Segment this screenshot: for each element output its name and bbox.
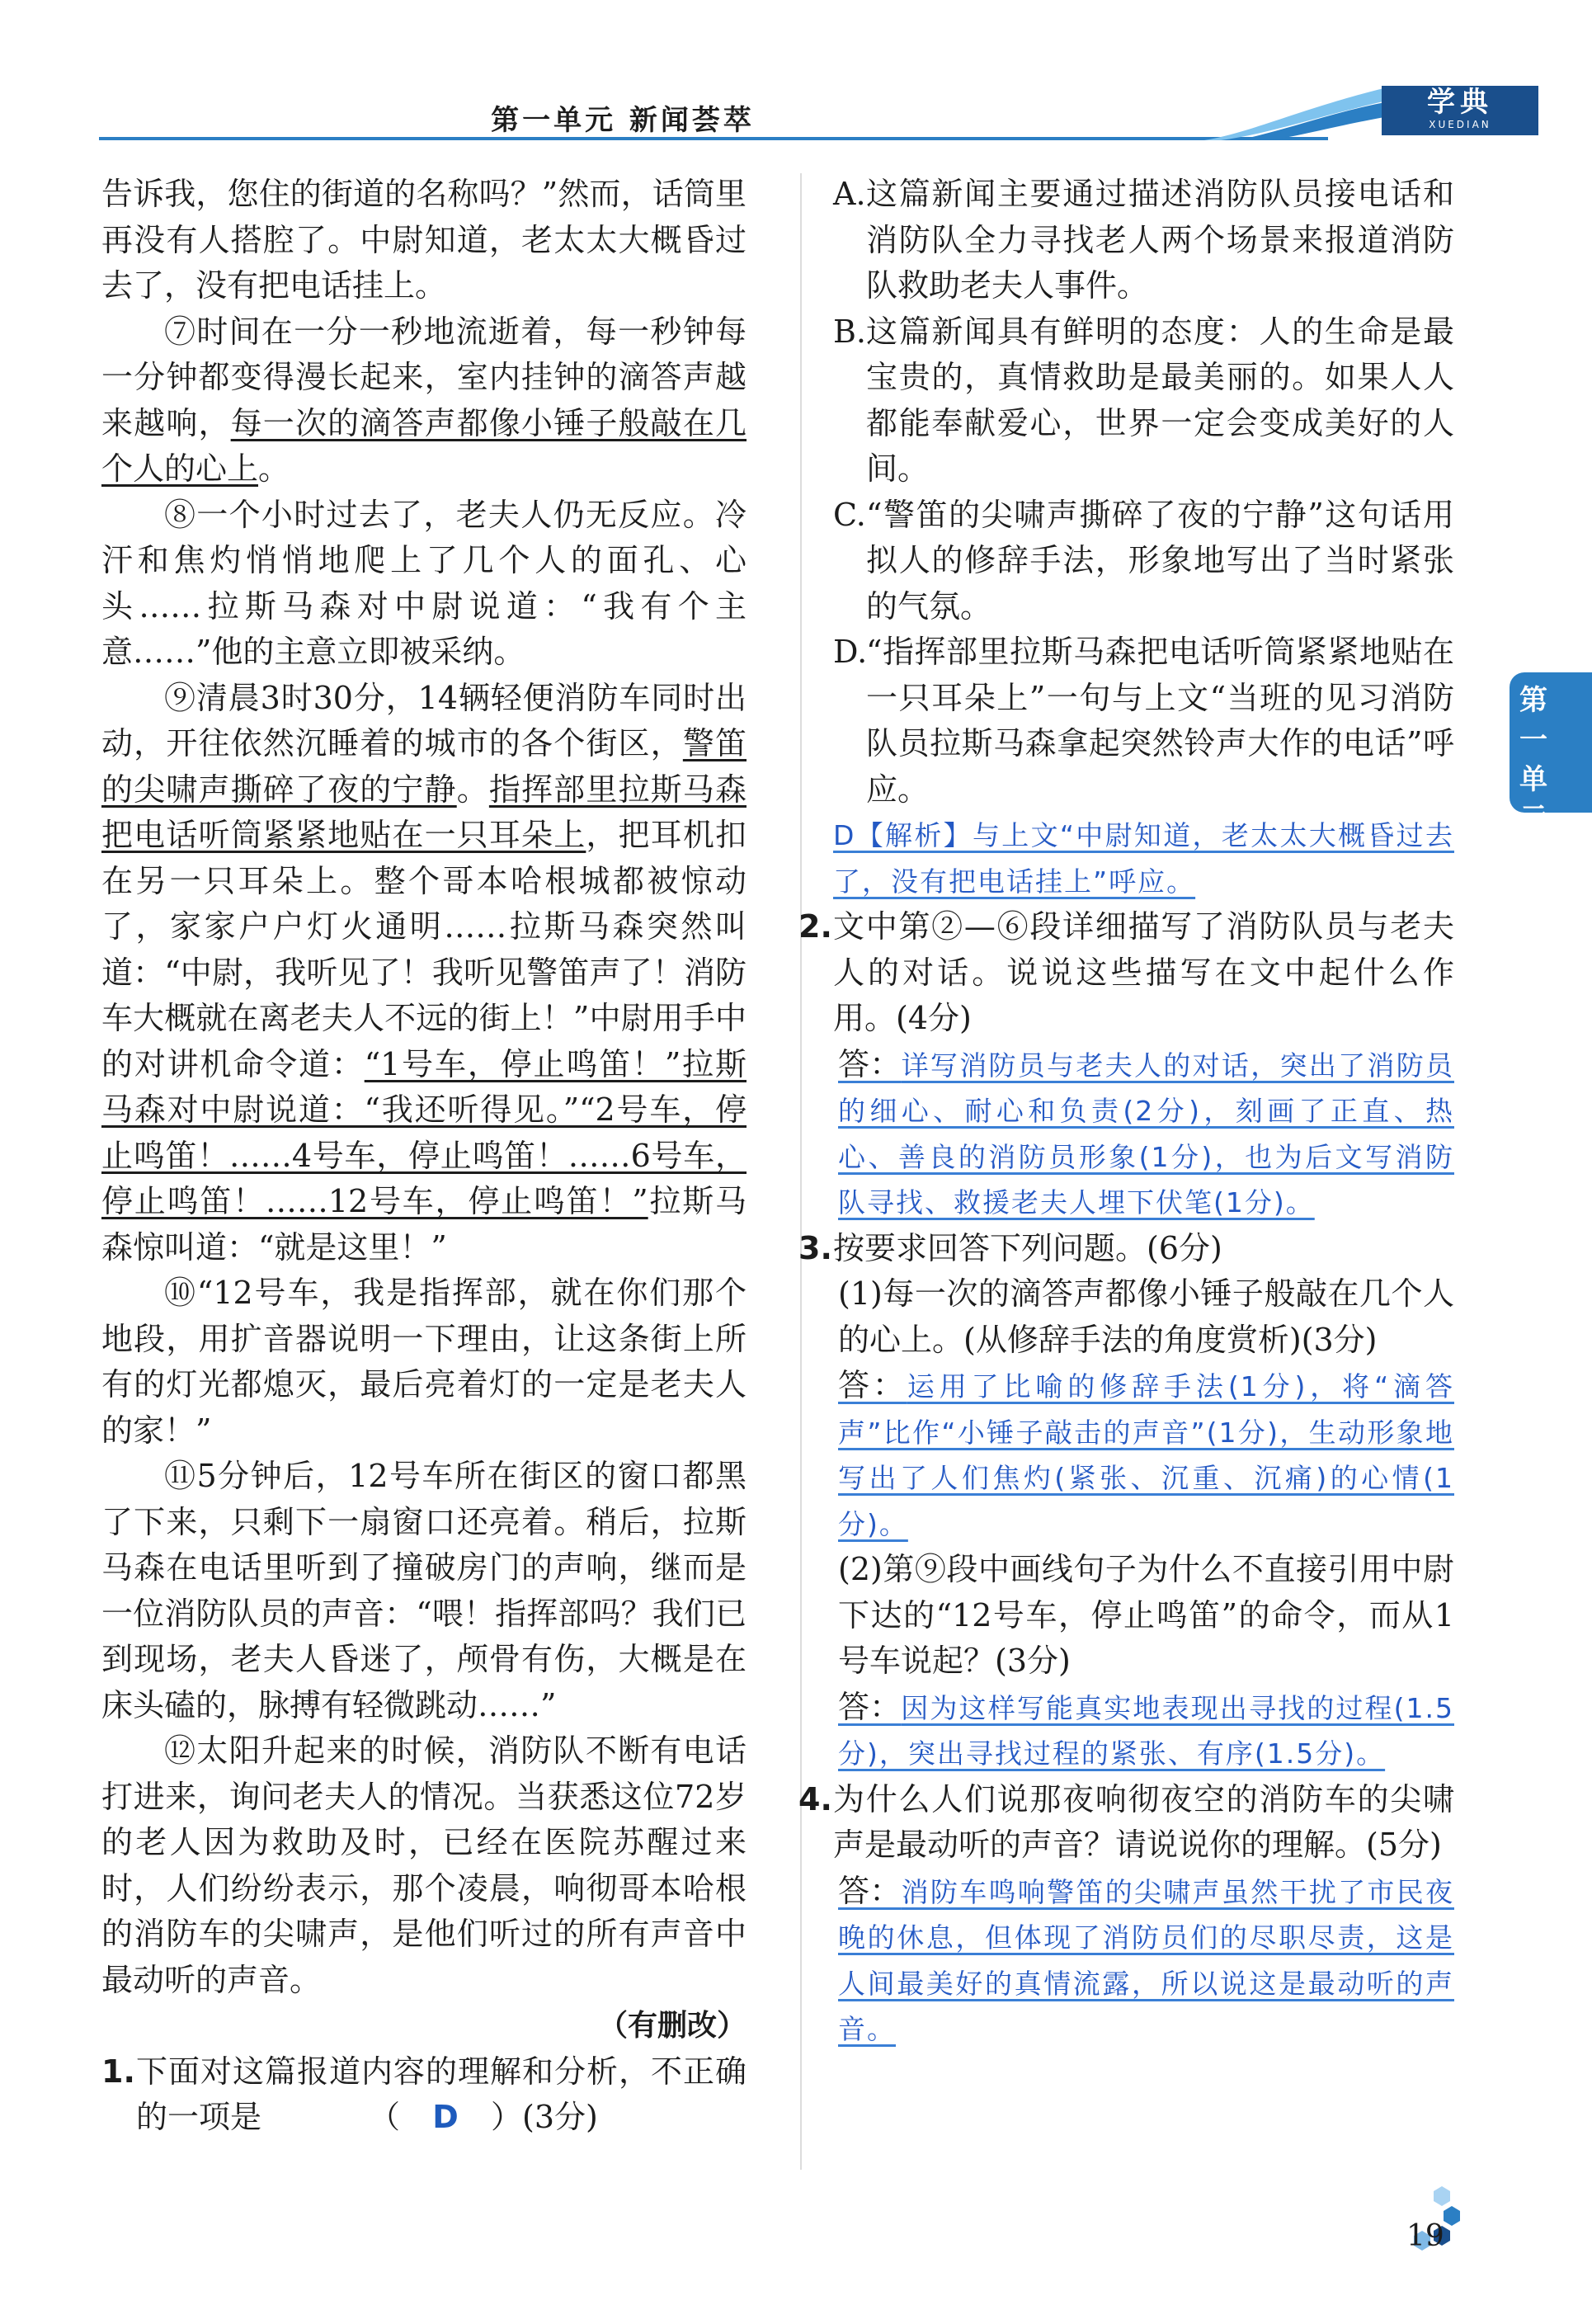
page-number: 19 xyxy=(1406,2219,1444,2253)
unit-side-tab-label: 第一单元 xyxy=(1519,684,1547,836)
question-3-part-1: (1)每一次的滴答声都像小锤子般敲在几个人的心上。(从修辞手法的角度赏析)(3分) xyxy=(838,1275,1454,1358)
underlined-sentence: “1号车，停止鸣笛！”拉斯马森对中尉说道：“我还听得见。”“2号车，停止鸣笛！……4号车，停止鸣笛！……6号车，停止鸣笛！……12号车，停止鸣笛！” xyxy=(101,1045,747,1219)
question-3-part-2: (2)第⑨段中画线句子为什么不直接引用中尉下达的“12号车，停止鸣笛”的命令，而从1号车说起？(3分) xyxy=(838,1551,1454,1679)
question-number: 1. xyxy=(101,2053,135,2090)
option-b: B. 这篇新闻具有鲜明的态度：人的生命是最宝贵的，真情救助是最美丽的。如果人人都能奉献爱心，世界一定会变成美好的人间。 xyxy=(833,313,1454,487)
paragraph-7: ⑦时间在一分一秒地流逝着，每一秒钟每一分钟都变得漫长起来，室内挂钟的滴答声越来越响，每一次的滴答声都像小锤子般敲在几个人的心上。 xyxy=(101,313,747,487)
brand-logo xyxy=(1382,86,1538,135)
question-3-part-1-answer: 答：运用了比喻的修辞手法(1分)，将“滴答声”比作“小锤子敲击的声音”(1分)，生动形象地写出了人们焦灼(紧张、沉重、沉痛)的心情(1分)。 xyxy=(838,1367,1454,1540)
answer-choice: D xyxy=(432,2099,459,2135)
unit-title: 第一单元 新闻荟萃 xyxy=(491,104,755,137)
article-column xyxy=(101,172,747,2141)
question-4: 4. 为什么人们说那夜响彻夜空的消防车的尖啸声是最动听的声音？请说说你的理解。(5分) xyxy=(798,1780,1454,1863)
question-2-answer: 答：详写消防员与老夫人的对话，突出了消防员的细心、耐心和负责(2分)，刻画了正直、热心、善良的消防员形象(1分)，也为后文写消防队寻找、救援老夫人埋下伏笔(1分)。 xyxy=(838,1045,1454,1219)
source-note: （有删改） xyxy=(597,2009,747,2043)
question-4-answer: 答：消防车鸣响警笛的尖啸声虽然干扰了市民夜晚的休息，但体现了消防员们的尽职尽责，这是人间最美好的真情流露，所以说这是最动听的声音。 xyxy=(838,1872,1454,2045)
paragraph-9: ⑨清晨3时30分，14辆轻便消防车同时出动，开往依然沉睡着的城市的各个街区，警笛的尖啸声撕碎了夜的宁静。指挥部里拉斯马森把电话听筒紧紧地贴在一只耳朵上，把耳机扣在另一只耳朵上。整个哥本哈根城都被惊动了，家家户户灯火通明……拉斯马森突然叫道：“中尉，我听见了！我听见警笛声了！消防车大概就在离老夫人不远的街上！”中尉用手中的对讲机命令道：“1号车，停止鸣笛！”拉斯马森对中尉说道：“我还听得见。”“2号车，停止鸣笛！……4号车，停止鸣笛！……6号车，停止鸣笛！……12号车，停止鸣笛！”拉斯马森惊叫道：“就是这里！” xyxy=(101,679,747,1266)
paragraph-intro: 告诉我，您住的街道的名称吗？”然而，话筒里再没有人搭腔了。中尉知道，老太太大概昏过去了，没有把电话挂上。 xyxy=(101,176,747,304)
question-1-analysis: D【解析】与上文“中尉知道，老太太大概昏过去了，没有把电话挂上”呼应。 xyxy=(833,819,1454,898)
underlined-sentence: 警笛的尖啸声撕碎了夜的宁静 xyxy=(101,725,747,808)
option-c: C. “警笛的尖啸声撕碎了夜的宁静”这句话用拟人的修辞手法，形象地写出了当时紧张的气氛。 xyxy=(833,496,1454,625)
underlined-sentence: 每一次的滴答声都像小锤子般敲在几个人的心上 xyxy=(101,404,747,487)
option-d: D. “指挥部里拉斯马森把电话听筒紧紧地贴在一只耳朵上”一句与上文“当班的见习消防队员拉斯马森拿起突然铃声大作的电话”呼应。 xyxy=(833,634,1454,808)
questions-column xyxy=(798,172,1454,2053)
paragraph-10: ⑩“12号车，我是指挥部，就在你们那个地段，用扩音器说明一下理由，让这条街上所有的灯光都熄灭，最后亮着灯的一定是老夫人的家！” xyxy=(101,1275,747,1449)
option-a: A. 这篇新闻主要通过描述消防队员接电话和消防队全力寻找老人两个场景来报道消防队救助老夫人事件。 xyxy=(833,176,1454,304)
question-3: 3. 按要求回答下列问题。(6分) xyxy=(798,1229,1222,1266)
page-header xyxy=(99,82,1493,140)
header-rule xyxy=(99,137,1328,140)
paragraph-11: ⑪5分钟后，12号车所在街区的窗口都黑了下来，只剩下一扇窗口还亮着。稍后，拉斯马森在电话里听到了撞破房门的声响，继而是一位消防队员的声音：“喂！指挥部吗？我们已到现场，老夫人昏迷了，颅骨有伤，大概是在床头磕的，脉搏有轻微跳动……” xyxy=(101,1458,747,1723)
underlined-sentence: 指挥部里拉斯马森把电话听筒紧紧地贴在一只耳朵上 xyxy=(101,771,747,853)
brand-subtitle: XUEDIAN xyxy=(1429,119,1491,130)
question-1: 1. 下面对这篇报道内容的理解和分析，不正确的一项是 （ D ）(3分) xyxy=(101,2049,747,2141)
unit-side-tab xyxy=(1510,672,1592,836)
paragraph-8: ⑧一个小时过去了，老夫人仍无反应。冷汗和焦灼悄悄地爬上了几个人的面孔、心头……拉斯马森对中尉说道：“我有个主意……”他的主意立即被采纳。 xyxy=(101,496,747,670)
header-swoosh-icon xyxy=(1204,82,1394,142)
question-2: 2. 文中第②—⑥段详细描写了消防队员与老夫人的对话。说说这些描写在文中起什么作用。(4分) xyxy=(798,908,1454,1036)
question-text: 下面对这篇报道内容的理解和分析，不正确的一项是 xyxy=(136,2053,747,2135)
paragraph-12: ⑫太阳升起来的时候，消防队不断有电话打进来，询问老夫人的情况。当获悉这位72岁的老人因为救助及时，已经在医院苏醒过来时，人们纷纷表示，那个凌晨，响彻哥本哈根的消防车的尖啸声，是他们听过的所有声音中最动听的声音。 xyxy=(101,1732,747,1998)
brand-name: 学典 xyxy=(1427,86,1493,119)
question-3-part-2-answer: 答：因为这样写能真实地表现出寻找的过程(1.5分)，突出寻找过程的紧张、有序(1.5分)。 xyxy=(838,1688,1454,1770)
